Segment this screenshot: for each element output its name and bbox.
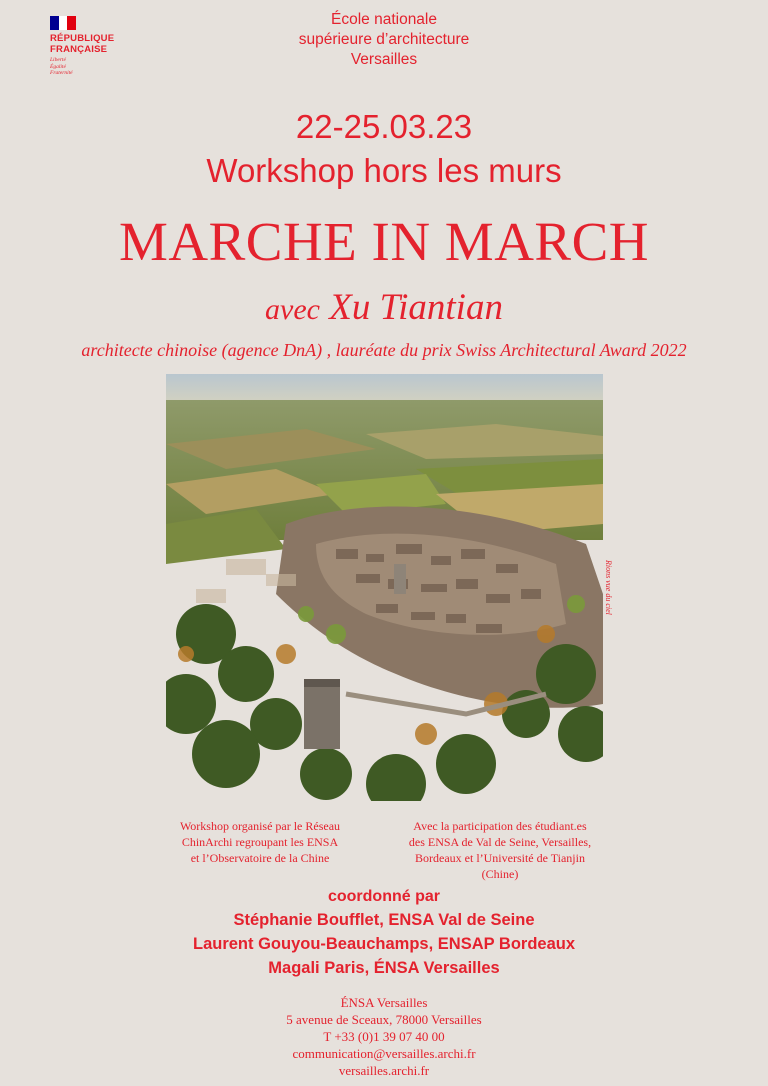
guest-description: architecte chinoise (agence DnA) , lauréate du prix Swiss Architectural Award 2022 xyxy=(81,340,687,360)
event-date: 22-25.03.23 xyxy=(295,108,473,145)
guest-prefix: avec xyxy=(265,293,320,326)
photo-credit: Rions vue du ciel xyxy=(604,560,613,615)
street-address: 5 avenue de Sceaux, 78000 Versailles xyxy=(286,1012,482,1027)
contact-block xyxy=(0,994,768,1079)
school-name: École nationale supérieure d’architecture Versailles xyxy=(298,11,470,68)
school-short-name: ÉNSA Versailles xyxy=(340,995,428,1010)
event-type: Workshop hors les murs xyxy=(206,152,562,189)
guest-line xyxy=(0,286,768,332)
logo-line-1: RÉPUBLIQUE xyxy=(50,33,115,44)
phone-number[interactable]: T +33 (0)1 39 07 40 00 xyxy=(323,1029,445,1044)
guest-name: Xu Tiantian xyxy=(329,287,503,328)
participants-text: Avec la participation des étudiant.es des ENSA de Val de Seine, Versailles, Bordeaux et l’Université de Tianjin (Chine) xyxy=(408,819,592,881)
coordinators-list xyxy=(0,908,768,980)
page-title: MARCHE IN MARCH xyxy=(118,211,650,272)
organizers-text: Workshop organisé par le Réseau ChinArchi regroupant les ENSA et l’Observatoire de la Chine xyxy=(179,819,341,865)
coordinator: Stéphanie Boufflet, ENSA Val de Seine xyxy=(233,911,535,929)
aerial-village-photo xyxy=(166,374,603,801)
coordinator: Magali Paris, ÉNSA Versailles xyxy=(268,959,500,977)
website-link[interactable]: versailles.archi.fr xyxy=(338,1063,430,1078)
coordinator: Laurent Gouyou-Beauchamps, ENSAP Bordeaux xyxy=(192,935,576,953)
coordinated-label: coordonné par xyxy=(327,888,440,905)
logo-motto: Liberté Égalité Fraternité xyxy=(50,57,73,76)
logo-line-2: FRANÇAISE xyxy=(50,44,108,55)
email-link[interactable]: communication@versailles.archi.fr xyxy=(292,1046,476,1061)
